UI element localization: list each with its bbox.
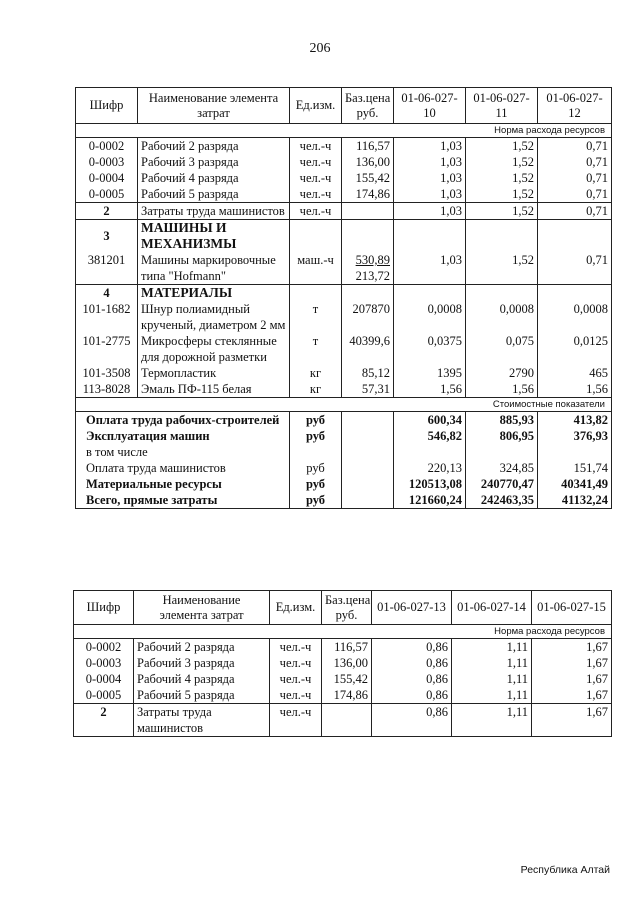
cell-price: 116,57	[322, 639, 372, 656]
cost-row	[76, 460, 612, 476]
cost-unit: руб	[290, 476, 342, 492]
cell-price: 40399,6	[342, 333, 394, 365]
cell-name: Рабочий 5 разряда	[134, 687, 270, 704]
cell-code: 0-0004	[74, 671, 134, 687]
cell-value: 0,71	[538, 252, 612, 285]
cell-unit: чел.-ч	[270, 687, 322, 704]
cell-code: 2	[74, 704, 134, 737]
cost-label: Стоимостные показатели	[76, 398, 612, 412]
cell-name: Машины маркировочные типа "Hofmann"	[138, 252, 290, 285]
table-row	[76, 170, 612, 186]
cost-name: Эксплуатация машин	[76, 428, 290, 444]
section-title: МАШИНЫ И МЕХАНИЗМЫ	[138, 220, 290, 253]
table-row	[76, 381, 612, 398]
table-row	[74, 687, 612, 704]
norm-label-row	[76, 124, 612, 138]
cell-value: 1,67	[532, 671, 612, 687]
cell-code: 101-3508	[76, 365, 138, 381]
cost-value: 220,13	[394, 460, 466, 476]
cell-value: 2790	[466, 365, 538, 381]
cell-value: 1,03	[394, 186, 466, 203]
header-price: Баз.цена руб.	[342, 88, 394, 124]
cell-value: 1,67	[532, 687, 612, 704]
cell-value: 1,03	[394, 252, 466, 285]
table-row	[76, 333, 612, 365]
cell-value: 1,11	[452, 655, 532, 671]
cell-code: 2	[76, 203, 138, 220]
cell-code: 0-0003	[76, 154, 138, 170]
header-code: Шифр	[74, 591, 134, 625]
cell-value: 1,52	[466, 170, 538, 186]
materials-section-row	[76, 285, 612, 302]
cell-value: 0,86	[372, 655, 452, 671]
price-secondary: 213,72	[355, 269, 390, 283]
cost-row	[76, 412, 612, 429]
cell-name: Затраты труда машинистов	[134, 704, 270, 737]
cell-value: 0,71	[538, 186, 612, 203]
cost-name: Материальные ресурсы	[76, 476, 290, 492]
table2-header	[74, 591, 612, 625]
cell-price: 116,57	[342, 138, 394, 155]
table-row	[74, 655, 612, 671]
cell-code: 101-2775	[76, 333, 138, 365]
cost-row	[76, 476, 612, 492]
cell-code: 0-0004	[76, 170, 138, 186]
cell-value: 1,56	[466, 381, 538, 398]
cell-name: Рабочий 5 разряда	[138, 186, 290, 203]
cell-unit: чел.-ч	[270, 704, 322, 737]
cell-unit: т	[290, 333, 342, 365]
page-number: 206	[309, 41, 331, 56]
cost-value: 600,34	[394, 412, 466, 429]
cost-value: 324,85	[466, 460, 538, 476]
cell-value: 1,52	[466, 252, 538, 285]
cell-code: 0-0003	[74, 655, 134, 671]
cell-value: 0,71	[538, 154, 612, 170]
cell-name: Шнур полиамидный крученый, диаметром 2 мм	[138, 301, 290, 333]
cost-value: 151,74	[538, 460, 612, 476]
table-row	[76, 301, 612, 333]
cell-value: 1,11	[452, 704, 532, 737]
cell-code: 101-1682	[76, 301, 138, 333]
cost-name: в том числе	[76, 444, 290, 460]
resource-table-1	[75, 87, 612, 509]
cell-value: 0,71	[538, 138, 612, 155]
cell-value: 1,03	[394, 203, 466, 220]
cell-unit: чел.-ч	[290, 186, 342, 203]
cell-value: 0,71	[538, 203, 612, 220]
cell-unit: т	[290, 301, 342, 333]
cell-name: Эмаль ПФ-115 белая	[138, 381, 290, 398]
norm-label: Норма расхода ресурсов	[74, 625, 612, 639]
cost-value: 121660,24	[394, 492, 466, 509]
cell-value: 1,52	[466, 138, 538, 155]
cell-price	[342, 252, 394, 285]
cell-unit: чел.-ч	[290, 138, 342, 155]
header-col-14: 01-06-027-14	[452, 591, 532, 625]
table-row	[76, 186, 612, 203]
cost-value: 885,93	[466, 412, 538, 429]
cell-code: 0-0002	[76, 138, 138, 155]
cost-value: 41132,24	[538, 492, 612, 509]
cell-value: 1,52	[466, 186, 538, 203]
section-title: МАТЕРИАЛЫ	[138, 285, 290, 302]
cell-value: 465	[538, 365, 612, 381]
cell-value: 1,11	[452, 687, 532, 704]
cell-name: Микросферы стеклянные для дорожной разметки	[138, 333, 290, 365]
cost-unit: руб	[290, 492, 342, 509]
cell-price: 155,42	[322, 671, 372, 687]
table-row	[76, 154, 612, 170]
norm-label: Норма расхода ресурсов	[76, 124, 612, 138]
cell-name: Затраты труда машинистов	[138, 203, 290, 220]
cell-unit: чел.-ч	[270, 655, 322, 671]
cell-price	[322, 704, 372, 737]
cell-name: Рабочий 3 разряда	[134, 655, 270, 671]
cost-value: 242463,35	[466, 492, 538, 509]
header-price: Баз.цена руб.	[322, 591, 372, 625]
cost-row	[76, 444, 612, 460]
footer-region: Республика Алтай	[520, 864, 610, 876]
cell-value: 1,67	[532, 639, 612, 656]
cost-row	[76, 492, 612, 509]
cost-name: Оплата труда машинистов	[76, 460, 290, 476]
cell-value: 1,52	[466, 154, 538, 170]
cost-row	[76, 428, 612, 444]
header-col-10: 01-06-027-10	[394, 88, 466, 124]
cell-unit: чел.-ч	[290, 154, 342, 170]
cell-value: 0,0375	[394, 333, 466, 365]
header-unit: Ед.изм.	[290, 88, 342, 124]
table-row	[74, 671, 612, 687]
table-row	[76, 252, 612, 285]
cost-value: 546,82	[394, 428, 466, 444]
cell-unit: кг	[290, 365, 342, 381]
cell-value: 0,71	[538, 170, 612, 186]
cell-unit: чел.-ч	[290, 203, 342, 220]
cell-name: Термопластик	[138, 365, 290, 381]
header-col-15: 01-06-027-15	[532, 591, 612, 625]
header-col-13: 01-06-027-13	[372, 591, 452, 625]
cost-value	[394, 444, 466, 460]
cell-value: 1,03	[394, 154, 466, 170]
cell-value: 0,86	[372, 671, 452, 687]
cell-value: 1,67	[532, 704, 612, 737]
cell-value: 0,86	[372, 704, 452, 737]
section-number: 3	[76, 220, 138, 253]
header-name: Наименование элемента затрат	[134, 591, 270, 625]
section-number: 4	[76, 285, 138, 302]
cell-value: 1,11	[452, 671, 532, 687]
cell-value: 1395	[394, 365, 466, 381]
cost-name: Всего, прямые затраты	[76, 492, 290, 509]
cell-value: 0,0008	[538, 301, 612, 333]
cost-unit	[290, 444, 342, 460]
cell-value: 1,52	[466, 203, 538, 220]
price-underlined: 530,89	[355, 253, 390, 267]
cell-name: Рабочий 4 разряда	[138, 170, 290, 186]
machinist-labor-row	[74, 704, 612, 737]
cell-price: 57,31	[342, 381, 394, 398]
cell-value: 0,0008	[394, 301, 466, 333]
cost-value: 120513,08	[394, 476, 466, 492]
cell-unit: кг	[290, 381, 342, 398]
cell-name: Рабочий 2 разряда	[134, 639, 270, 656]
table1-header	[76, 88, 612, 124]
cell-price: 155,42	[342, 170, 394, 186]
norm-label-row	[74, 625, 612, 639]
header-unit: Ед.изм.	[270, 591, 322, 625]
cell-code: 0-0005	[74, 687, 134, 704]
cost-label-row	[76, 398, 612, 412]
cell-unit: чел.-ч	[270, 671, 322, 687]
table-row	[76, 365, 612, 381]
machines-section-row	[76, 220, 612, 253]
cost-unit: руб	[290, 428, 342, 444]
cell-name: Рабочий 2 разряда	[138, 138, 290, 155]
cell-code: 0-0005	[76, 186, 138, 203]
cost-name: Оплата труда рабочих-строителей	[76, 412, 290, 429]
resource-table-2	[73, 590, 612, 737]
cell-code: 0-0002	[74, 639, 134, 656]
cell-price: 174,86	[342, 186, 394, 203]
cell-price: 174,86	[322, 687, 372, 704]
header-name: Наименование элемента затрат	[138, 88, 290, 124]
cell-unit: маш.-ч	[290, 252, 342, 285]
cell-value: 1,56	[538, 381, 612, 398]
machinist-labor-row	[76, 203, 612, 220]
cost-value: 413,82	[538, 412, 612, 429]
cell-value: 0,075	[466, 333, 538, 365]
cell-unit: чел.-ч	[270, 639, 322, 656]
cell-price: 136,00	[322, 655, 372, 671]
cell-code: 381201	[76, 252, 138, 285]
cost-value: 40341,49	[538, 476, 612, 492]
cell-value: 1,11	[452, 639, 532, 656]
table-row	[74, 639, 612, 656]
header-code: Шифр	[76, 88, 138, 124]
header-col-12: 01-06-027-12	[538, 88, 612, 124]
cost-unit: руб	[290, 412, 342, 429]
cell-unit: чел.-ч	[290, 170, 342, 186]
cost-value: 376,93	[538, 428, 612, 444]
cell-value: 0,0125	[538, 333, 612, 365]
cell-code: 113-8028	[76, 381, 138, 398]
table-row	[76, 138, 612, 155]
cell-name: Рабочий 3 разряда	[138, 154, 290, 170]
cell-value: 1,03	[394, 170, 466, 186]
cell-price: 207870	[342, 301, 394, 333]
cost-value	[538, 444, 612, 460]
cell-name: Рабочий 4 разряда	[134, 671, 270, 687]
cost-value: 240770,47	[466, 476, 538, 492]
cell-value: 0,0008	[466, 301, 538, 333]
cell-value: 1,56	[394, 381, 466, 398]
cell-price: 136,00	[342, 154, 394, 170]
cost-unit: руб	[290, 460, 342, 476]
header-col-11: 01-06-027-11	[466, 88, 538, 124]
cell-value: 1,03	[394, 138, 466, 155]
cost-value: 806,95	[466, 428, 538, 444]
cell-value: 0,86	[372, 639, 452, 656]
cell-price: 85,12	[342, 365, 394, 381]
cell-price	[342, 203, 394, 220]
cell-value: 1,67	[532, 655, 612, 671]
cost-value	[466, 444, 538, 460]
cell-value: 0,86	[372, 687, 452, 704]
